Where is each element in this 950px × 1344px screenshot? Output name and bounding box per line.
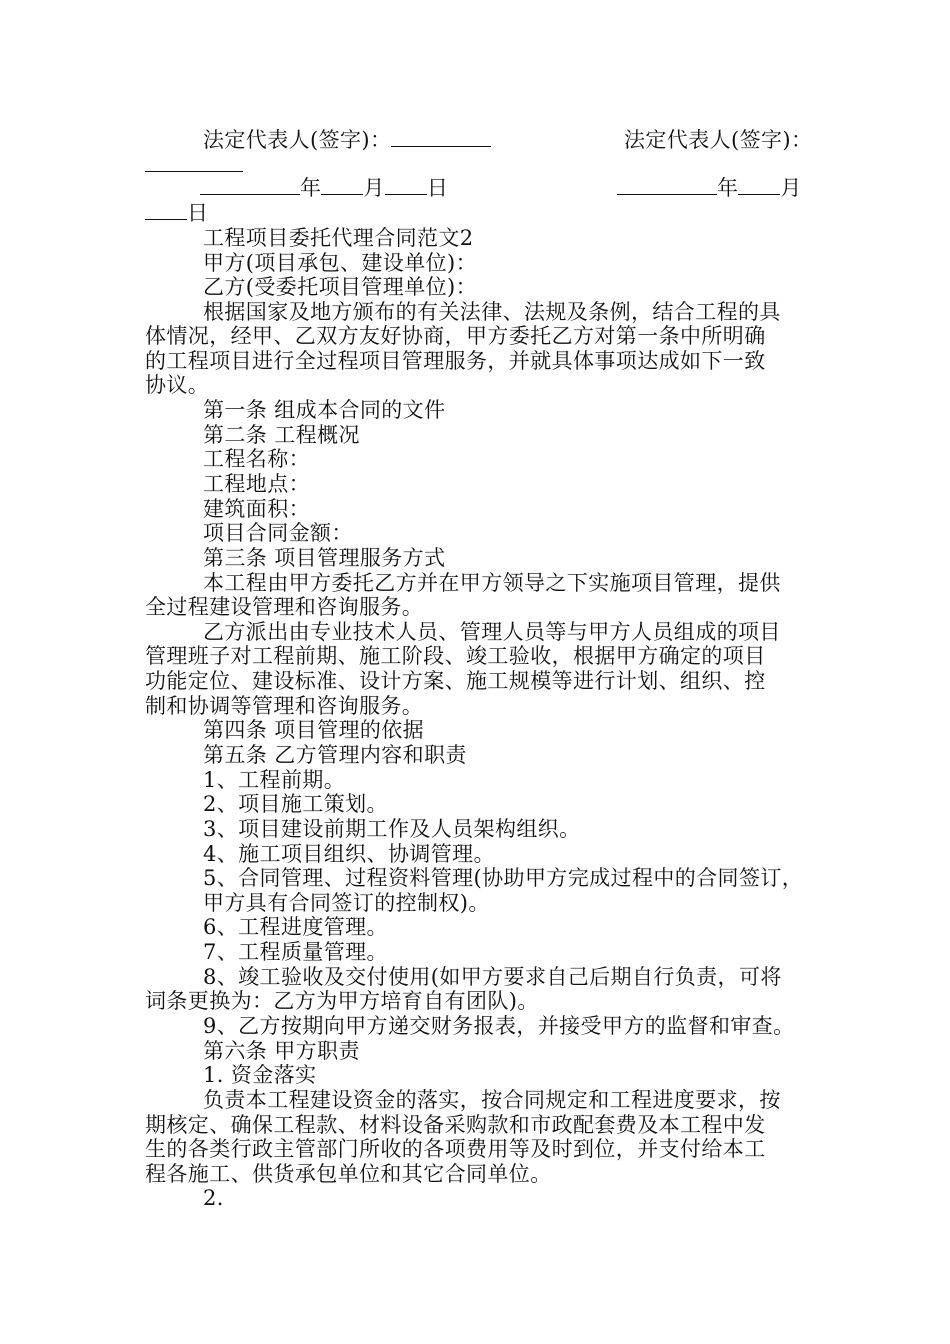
intro-line-3: 的工程项目进行全过程项目管理服务，并就具体事项达成如下一致 <box>145 349 766 373</box>
duty-item-8-cont: 词条更换为：乙方为甲方培育自有团队)。 <box>145 989 539 1013</box>
intro-line-1: 根据国家及地方颁布的有关法律、法规及条例，结合工程的具 <box>203 300 781 324</box>
signature-left-label: 法定代表人(签字)： <box>203 128 392 152</box>
date-left-year-blank <box>200 176 300 195</box>
date-right-day-blank <box>145 201 187 220</box>
party-a: 甲方(项目承包、建设单位)： <box>203 251 477 275</box>
signature-right-label: 法定代表人(签字)： <box>624 128 813 152</box>
date-left-month-blank <box>321 176 363 195</box>
article-4-heading: 第四条 项目管理的依据 <box>203 718 425 742</box>
date-left <box>200 175 448 201</box>
project-area-field: 建筑面积： <box>203 497 310 521</box>
date-right <box>617 175 802 201</box>
duty-item-2: 2、项目施工策划。 <box>203 792 388 816</box>
date-left-year: 年 <box>300 176 322 200</box>
intro-line-2: 体情况，经甲、乙双方友好协商，甲方委托乙方对第一条中所明确 <box>145 324 766 348</box>
date-right-year: 年 <box>717 176 739 200</box>
article-3-p2-line-1: 乙方派出由专业技术人员、管理人员等与甲方人员组成的项目 <box>203 620 781 644</box>
article-6-p1-line-2: 期核定、确保工程款、材料设备采购款和市政配套费及本工程中发 <box>145 1113 766 1137</box>
article-6-p1-line-4: 程各施工、供货承包单位和其它合同单位。 <box>145 1162 552 1186</box>
project-name-field: 工程名称： <box>203 447 310 471</box>
article-3-p2-line-3: 功能定位、建设标准、设计方案、施工规模等进行计划、组织、控 <box>145 669 766 693</box>
duty-item-1: 1、工程前期。 <box>203 768 346 792</box>
date-left-day: 日 <box>426 176 449 200</box>
duty-item-5: 5、合同管理、过程资料管理(协助甲方完成过程中的合同签订， <box>203 866 804 890</box>
duty-item-6: 6、工程进度管理。 <box>203 915 388 939</box>
signature-left <box>203 127 491 153</box>
project-amount-field: 项目合同金额： <box>203 521 353 545</box>
duty-item-8: 8、竣工验收及交付使用(如甲方要求自己后期自行负责，可将 <box>203 965 782 989</box>
signature-right-blank <box>145 153 243 172</box>
intro-line-4: 协议。 <box>145 373 210 397</box>
article-6-heading: 第六条 甲方职责 <box>203 1039 360 1063</box>
party-b: 乙方(受委托项目管理单位)： <box>203 275 477 299</box>
article-3-p1-line-2: 全过程建设管理和咨询服务。 <box>145 595 424 619</box>
article-3-p1-line-1: 本工程由甲方委托乙方并在甲方领导之下实施项目管理，提供 <box>203 571 781 595</box>
article-3-p2-line-2: 管理班子对工程前期、施工阶段、竣工验收，根据甲方确定的项目 <box>145 644 766 668</box>
article-6-p1-line-1: 负责本工程建设资金的落实，按合同规定和工程进度要求，按 <box>203 1088 781 1112</box>
date-right-day: 日 <box>187 201 209 225</box>
date-right-day-row <box>145 200 208 226</box>
duty-item-3: 3、项目建设前期工作及人员架构组织。 <box>203 817 581 841</box>
duty-item-4: 4、施工项目组织、协调管理。 <box>203 842 495 866</box>
date-left-day-blank <box>385 176 427 195</box>
article-6-item-1: 1. 资金落实 <box>203 1063 317 1087</box>
date-right-year-blank <box>617 176 717 195</box>
article-6-p1-line-3: 生的各类行政主管部门所收的各项费用等及时到位，并支付给本工 <box>145 1137 766 1161</box>
date-right-month-blank <box>738 176 780 195</box>
doc-title: 工程项目委托代理合同范文2 <box>203 226 474 250</box>
duty-item-9: 9、乙方按期向甲方递交财务报表，并接受甲方的监督和审查。 <box>203 1014 795 1038</box>
project-location-field: 工程地点： <box>203 472 310 496</box>
signature-left-blank <box>391 128 491 147</box>
article-1-heading: 第一条 组成本合同的文件 <box>203 398 446 422</box>
article-3-p2-line-4: 制和协调等管理和咨询服务。 <box>145 694 424 718</box>
article-6-item-2: 2. <box>203 1186 224 1210</box>
article-5-heading: 第五条 乙方管理内容和职责 <box>203 743 467 767</box>
article-3-heading: 第三条 项目管理服务方式 <box>203 546 446 570</box>
duty-item-7: 7、工程质量管理。 <box>203 940 388 964</box>
date-left-month: 月 <box>363 176 385 200</box>
signature-right <box>624 127 812 153</box>
date-right-month: 月 <box>780 176 802 200</box>
duty-item-5-cont: 甲方具有合同签订的控制权)。 <box>203 891 490 915</box>
article-2-heading: 第二条 工程概况 <box>203 423 360 447</box>
